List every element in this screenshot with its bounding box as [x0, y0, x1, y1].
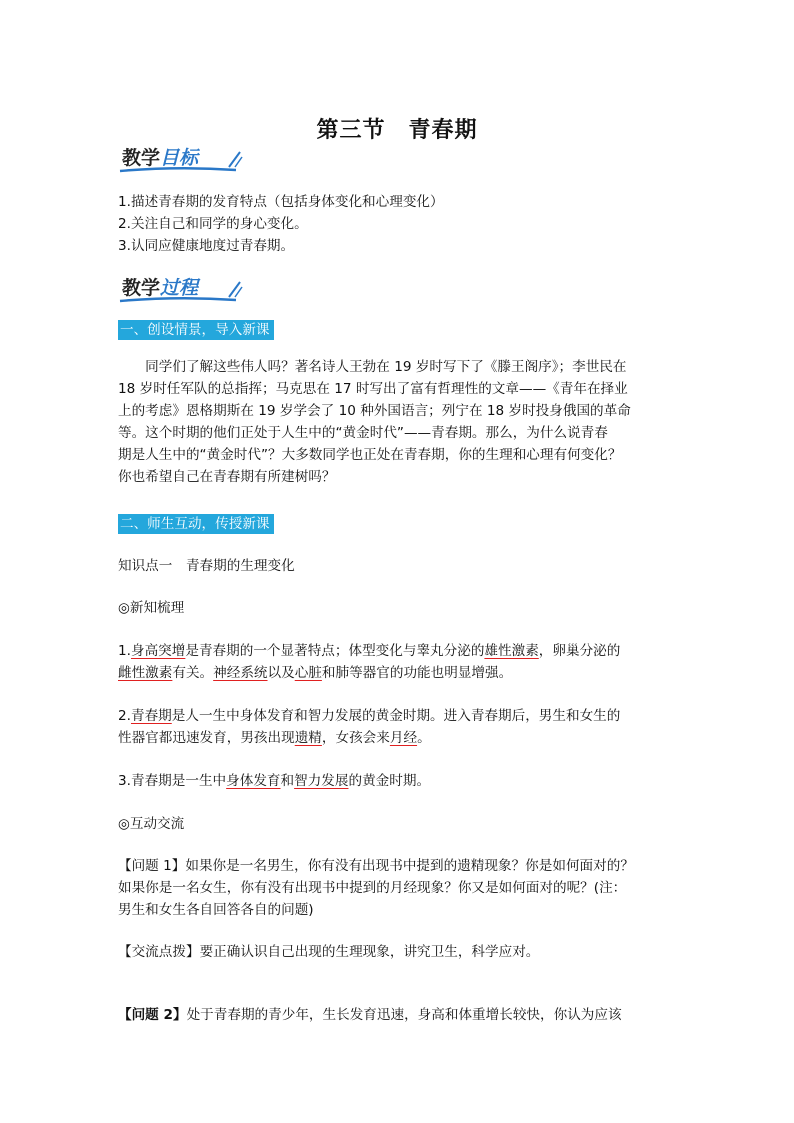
- key-term: 身高突增: [130, 643, 186, 659]
- swoosh-icon: [118, 295, 243, 305]
- question-text: 处于青春期的青少年，生长发育迅速，身高和体重增长较快，你认为应该: [186, 1007, 622, 1023]
- logo-prefix: 教学: [122, 147, 161, 169]
- logo-accent: 过程: [160, 277, 199, 299]
- goal-item: 2.关注自己和同学的身心变化。: [118, 216, 308, 232]
- subsection-label: ◎新知梳理: [118, 600, 185, 616]
- discussion-tip: [118, 941, 539, 963]
- page-title: 第三节 青春期: [316, 117, 478, 143]
- tip-text: 要正确认识自己出现的生理现象，讲究卫生，科学应对。: [199, 944, 540, 960]
- knowledge-item: 1.身高突增是青春期的一个显著特点；体型变化与睾丸分泌的雄性激素，卵巢分泌的: [118, 643, 621, 659]
- teaching-goals-logo: [118, 143, 248, 173]
- key-term: 月经: [389, 730, 418, 746]
- question-line: 【问题 1】如果你是一名男生，你有没有出现书中提到的遗精现象？你是如何面对的？: [118, 858, 634, 874]
- key-term: 智力发展: [294, 773, 349, 789]
- swoosh-icon: [118, 165, 243, 175]
- key-term: 遗精: [294, 730, 322, 746]
- intro-line: 期是人生中的“黄金时代”？大多数同学也正处在青春期，你的生理和心理有何变化？: [118, 447, 622, 463]
- teaching-process-logo: [118, 273, 248, 303]
- goal-item: 3.认同应健康地度过青春期。: [118, 238, 295, 254]
- key-term: 青春期: [130, 708, 172, 724]
- question-label: 【问题 2】: [118, 1007, 187, 1023]
- section-heading: 一、创设情景，导入新课: [118, 320, 274, 340]
- knowledge-item: 3.青春期是一生中身体发育和智力发展的黄金时期。: [118, 773, 431, 789]
- key-term: 心脏: [294, 665, 322, 681]
- pen-icon: [226, 279, 244, 299]
- key-term: 雄性激素: [484, 643, 539, 659]
- key-term: 神经系统: [213, 665, 268, 681]
- pen-icon: [226, 149, 244, 169]
- intro-line: 等。这个时期的他们正处于人生中的“黄金时代”——青春期。那么，为什么说青春: [118, 425, 608, 441]
- knowledge-item: 雌性激素有关。神经系统以及心脏和肺等器官的功能也明显增强。: [118, 665, 513, 681]
- logo-prefix: 教学: [122, 277, 161, 299]
- subsection-label: ◎互动交流: [118, 816, 185, 832]
- question-line: 如果你是一名女生，你有没有出现书中提到的月经现象？你又是如何面对的呢？(注：: [118, 880, 627, 896]
- section-heading: 二、师生互动，传授新课: [118, 514, 274, 534]
- question-line: 男生和女生各自回答各自的问题): [118, 902, 314, 918]
- knowledge-point-title: 知识点一 青春期的生理变化: [118, 558, 295, 574]
- key-term: 雌性激素: [118, 665, 173, 681]
- intro-line: 你也希望自己在青春期有所建树吗？: [118, 469, 336, 485]
- tip-label: 【交流点拨】: [118, 944, 200, 960]
- intro-line: 上的考虑》恩格期斯在 19 岁学会了 10 种外国语言；列宁在 18 岁时投身俄国的革命: [118, 403, 631, 419]
- intro-line: 同学们了解这些伟人吗？著名诗人王勃在 19 岁时写下了《滕王阁序》；李世民在: [118, 359, 627, 375]
- intro-line: 18 岁时任军队的总指挥；马克思在 17 时写出了富有哲理性的文章——《青年在择业: [118, 381, 628, 397]
- question-line: [118, 1004, 622, 1026]
- logo-accent: 目标: [160, 147, 199, 169]
- key-term: 身体发育: [226, 773, 281, 789]
- knowledge-item: 性器官都迅速发育，男孩出现遗精，女孩会来月经。: [118, 730, 431, 746]
- goal-item: 1.描述青春期的发育特点（包括身体变化和心理变化）: [118, 194, 444, 210]
- knowledge-item: 2.青春期是人一生中身体发育和智力发展的黄金时期。进入青春期后，男生和女生的: [118, 708, 621, 724]
